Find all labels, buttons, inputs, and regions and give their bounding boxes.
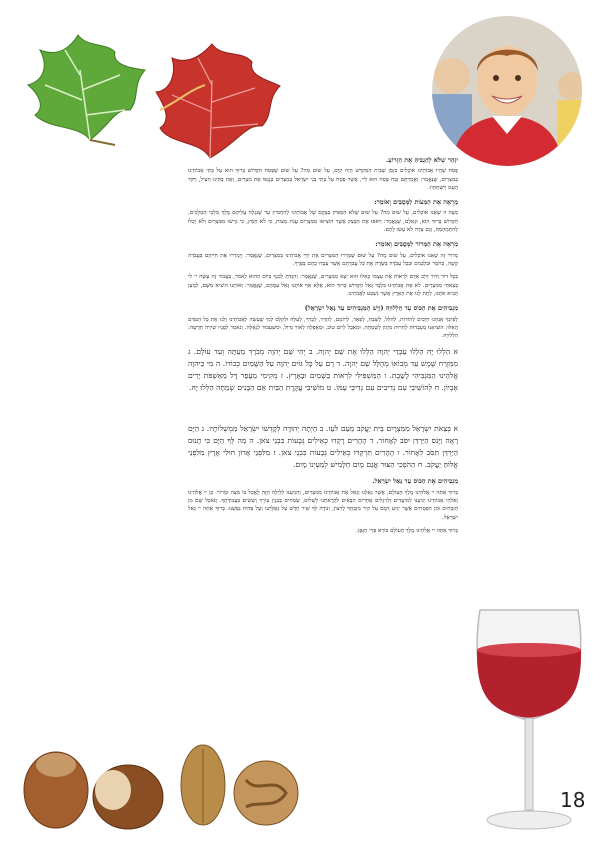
grape-leaf-red-illustration <box>150 40 285 165</box>
paragraph: מָרוֹר זֶה שֶׁאָנוּ אוֹכְלִים, עַל שׁוּם מָה? עַל שׁוּם שֶׁמֵּרְרוּ הַמִּצְרִים אֶת חַיֵּי אֲבוֹתֵינוּ בְּמִצְרַיִם, שֶׁנֶּאֱמַר: וַיְמָרְרוּ אֶת חַיֵּיהֶם בַּעֲבֹדָה קָשָׁה, בְּחֹמֶר וּבִלְבֵנִים וּבְכָל עֲבֹדָה בַּשָּׂדֶה אֶת כָּל עֲבֹדָתָם אֲשֶׁר עָבְדוּ בָהֶם בְּפָרֶךְ. <box>188 252 458 267</box>
blessing-wine: בָּרוּךְ אַתָּה יי אֱלֹהֵינוּ מֶלֶךְ הָעוֹלָם בּוֹרֵא פְּרִי הַגָּפֶן. <box>356 528 458 535</box>
paragraph: בָּרוּךְ אַתָּה יי אֱלֹהֵינוּ מֶלֶךְ הָעוֹלָם, אֲשֶׁר גְּאָלָנוּ וְגָאַל אֶת אֲבוֹתֵינוּ מִמִּצְרַיִם, וְהִגִּיעָנוּ לַלַּיְלָה הַזֶּה לֶאֱכָל בּוֹ מַצָּה וּמָרוֹר. כֵּן יי אֱלֹהֵינוּ וֵאלֹהֵי אֲבוֹתֵינוּ יַגִּיעֵנוּ לְמוֹעֲדִים וְלִרְגָלִים אֲחֵרִים הַבָּאִים לִקְרָאתֵנוּ לְשָׁלוֹם, שְׂמֵחִים בְּבִנְיַן עִירֶךָ וְשָׂשִׂים בַּעֲבוֹדָתֶךָ. וְנֹאכַל שָׁם מִן הַזְּבָחִים וּמִן הַפְּסָחִים אֲשֶׁר יַגִּיעַ דָּמָם עַל קִיר מִזְבַּחֲךָ לְרָצוֹן, וְנוֹדֶה לְךָ שִׁיר חָדָשׁ עַל גְּאֻלָּתֵנוּ וְעַל פְּדוּת נַפְשֵׁנוּ. בָּרוּךְ אַתָּה יי גָּאַל יִשְׂרָאֵל. <box>188 489 458 521</box>
psalm-113: א הַלְלוּ יָהּ הַלְלוּ עַבְדֵי יְהוָה הַלְלוּ אֶת שֵׁם יְהוָה. ב יְהִי שֵׁם יְהוָה מְבֹרָךְ מֵעַתָּה וְעַד עוֹלָם. ג מִמִּזְרַח שֶׁמֶשׁ עַד מְבוֹאוֹ מְהֻלָּל שֵׁם יְהוָה. ד רָם עַל כָּל גּוֹיִם יְהוָה עַל הַשָּׁמַיִם כְּבוֹדוֹ. ה מִי כַּיהוָה אֱלֹהֵינוּ הַמַּגְבִּיהִי לָשָׁבֶת. ו הַמַּשְׁפִּילִי לִרְאוֹת בַּשָּׁמַיִם וּבָאָרֶץ. ז מְקִימִי מֵעָפָר דָּל מֵאַשְׁפֹּת יָרִים אֶבְיוֹן. ח לְהוֹשִׁיבִי עִם נְדִיבִים עִם נְדִיבֵי עַמּוֹ. ט מוֹשִׁיבִי עֲקֶרֶת הַבַּיִת אֵם הַבָּנִים שְׂמֵחָה הַלְלוּ יָהּ. <box>188 346 458 393</box>
section-heading: מַגְבִּיהִים אֶת הַכּוֹס עַד גָּאַל יִשְׂרָאֵל. <box>372 477 458 486</box>
paragraph: בְּכָל דּוֹר וָדוֹר חַיָּב אָדָם לִרְאוֹת אֶת עַצְמוֹ כְּאִלּוּ הוּא יָצָא מִמִּצְרַיִם, שֶׁנֶּאֱמַר: וְהִגַּדְתָּ לְבִנְךָ בַּיּוֹם הַהוּא לֵאמֹר, בַּעֲבוּר זֶה עָשָׂה יי לִי בְּצֵאתִי מִמִּצְרָיִם. לֹא אֶת אֲבוֹתֵינוּ בִּלְבָד גָּאַל הַקָּדוֹשׁ בָּרוּךְ הוּא, אֶלָּא אַף אוֹתָנוּ גָּאַל עִמָּהֶם, שֶׁנֶּאֱמַר: וְאוֹתָנוּ הוֹצִיא מִשָּׁם, לְמַעַן הָבִיא אֹתָנוּ, לָתֶת לָנוּ אֶת הָאָרֶץ אֲשֶׁר נִשְׁבַּע לַאֲבֹתֵינוּ. <box>188 274 458 298</box>
page-number: 18 <box>560 788 586 812</box>
section-heading: מַגְבִּיהִים אֶת הַכּוֹס עַד הַלְלוּיָהּ (וְיֵשׁ הַמַּגְבִּיהִים עַד גָּאַל יִשְׂרָאֵל) <box>304 304 458 313</box>
paragraph: פֶּסַח שֶׁהָיוּ אֲבוֹתֵינוּ אוֹכְלִים בִּזְמַן שֶׁבֵּית הַמִּקְדָּשׁ הָיָה קַיָּם, עַל שׁוּם מָה? עַל שׁוּם שֶׁפָּסַח הַקָּדוֹשׁ בָּרוּךְ הוּא עַל בָּתֵּי אֲבוֹתֵינוּ בְּמִצְרַיִם, שֶׁנֶּאֱמַר: וַאֲמַרְתֶּם זֶבַח פֶּסַח הוּא לַיי, אֲשֶׁר פָּסַח עַל בָּתֵּי בְנֵי יִשְׂרָאֵל בְּמִצְרַיִם בְּנָגְפּוֹ אֶת מִצְרַיִם, וְאֶת בָּתֵּינוּ הִצִּיל, וַיִּקֹּד הָעָם וַיִּשְׁתַּחֲווּ. <box>188 168 458 191</box>
paragraph: לְפִיכָךְ אֲנַחְנוּ חַיָּבִים לְהוֹדוֹת, לְהַלֵּל, לְשַׁבֵּחַ, לְפָאֵר, לְרוֹמֵם, לְהַדֵּר, לְבָרֵךְ, לְעַלֵּה וּלְקַלֵּס לְמִי שֶׁעָשָׂה לַאֲבוֹתֵינוּ וְלָנוּ אֶת כָּל הַנִּסִּים הָאֵלּוּ: הוֹצִיאָנוּ מֵעַבְדוּת לְחֵרוּת מִיָּגוֹן לְשִׂמְחָה, וּמֵאֵבֶל לְיוֹם טוֹב, וּמֵאֲפֵלָה לְאוֹר גָּדוֹל, וּמִשִּׁעְבּוּד לִגְאֻלָּה. וְנֹאמַר לְפָנָיו שִׁירָה חֲדָשָׁה: הַלְלוּיָהּ. <box>188 316 458 340</box>
grape-leaf-green-illustration <box>20 30 155 150</box>
paragraph: מַצָּה זוֹ שֶׁאָנוּ אוֹכְלִים, עַל שׁוּם מָה? עַל שׁוּם שֶׁלֹּא הִסְפִּיק בְּצֵקָם שֶׁל אֲבוֹתֵינוּ לְהַחֲמִיץ עַד שֶׁנִּגְלָה עֲלֵיהֶם מֶלֶךְ מַלְכֵי הַמְּלָכִים, הַקָּדוֹשׁ בָּרוּךְ הוּא, וּגְאָלָם, שֶׁנֶּאֱמַר: וַיֹּאפוּ אֶת הַבָּצֵק אֲשֶׁר הוֹצִיאוּ מִמִּצְרַיִם עֻגֹת מַצּוֹת, כִּי לֹא חָמֵץ, כִּי גֹרְשׁוּ מִמִּצְרַיִם וְלֹא יָכְלוּ לְהִתְמַהְמֵהַּ, וְגַם צֵדָה לֹא עָשׂוּ לָהֶם. <box>188 210 458 234</box>
smiling-boy-photo <box>432 16 582 166</box>
section-heading: מַרְאֶה אֶת הַמָּרוֹר לַמְּסֻבִּים וְאוֹמֵר: <box>375 240 458 249</box>
section-heading: יִזָּהֵר שֶׁלֹּא לְהַגְבִּיהַּ אֶת הַזְּרוֹעַ. <box>385 156 458 164</box>
haggadah-text-column <box>188 150 458 541</box>
hazelnut-almond-walnut-illustration <box>18 735 300 835</box>
psalm-114: א בְּצֵאת יִשְׂרָאֵל מִמִּצְרָיִם בֵּית יַעֲקֹב מֵעַם לֹעֵז. ב הָיְתָה יְהוּדָה לְקָדְשׁוֹ יִשְׂרָאֵל מַמְשְׁלוֹתָיו. ג הַיָּם רָאָה וַיָּנֹס הַיַּרְדֵּן יִסֹּב לְאָחוֹר. ד הֶהָרִים רָקְדוּ כְאֵילִים גְּבָעוֹת כִּבְנֵי צֹאן. ה מַה לְּךָ הַיָּם כִּי תָנוּס הַיַּרְדֵּן תִּסֹּב לְאָחוֹר. ו הֶהָרִים תִּרְקְדוּ כְאֵילִים גְּבָעוֹת כִּבְנֵי צֹאן. ז מִלִּפְנֵי אָדוֹן חוּלִי אָרֶץ מִלִּפְנֵי אֱלוֹהַּ יַעֲקֹב. ח הַהֹפְכִי הַצּוּר אֲגַם מָיִם חַלָּמִישׁ לְמַעְיְנוֹ מָיִם. <box>188 423 458 470</box>
section-heading: מַרְאֶה אֶת הַמַּצּוֹת לַמְּסֻבִּים וְאוֹמֵר: <box>374 198 458 207</box>
section-spacer <box>188 401 458 423</box>
